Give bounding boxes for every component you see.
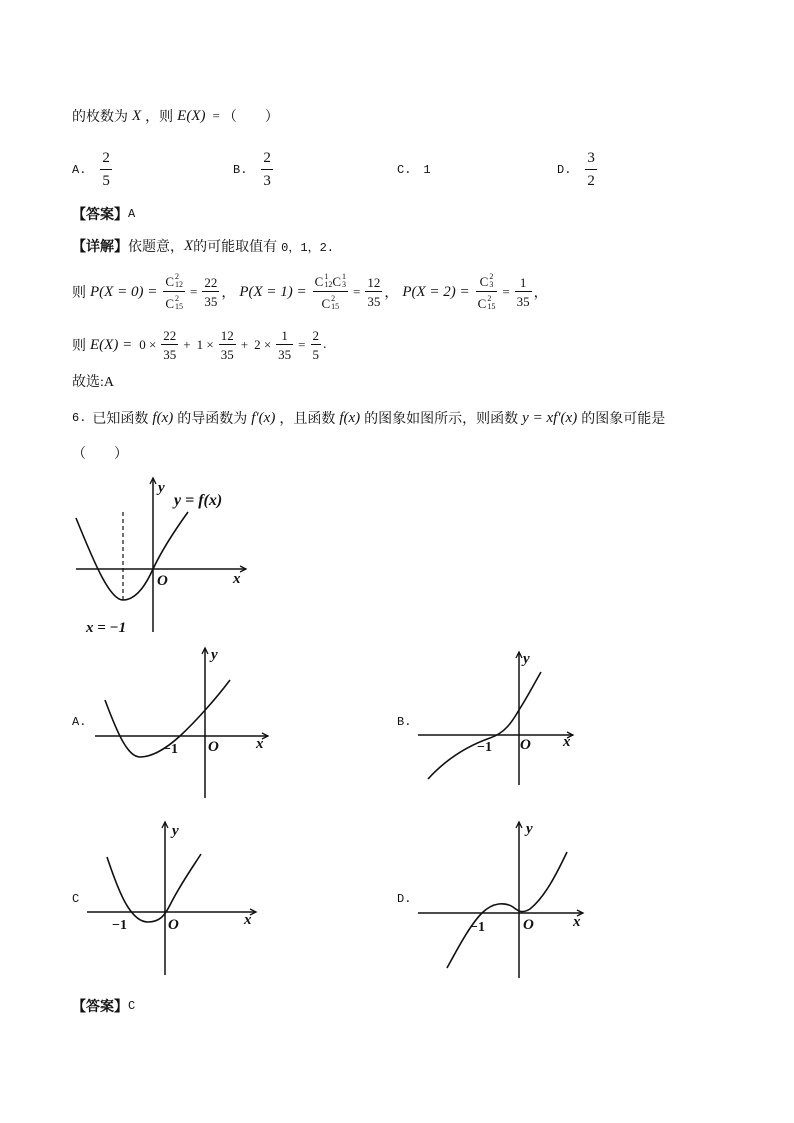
x-axis-label: x: [563, 734, 571, 750]
q5-answer-line: [72, 204, 135, 224]
fraction-denominator: 35: [202, 291, 219, 308]
graph-option-label-b: B.: [397, 715, 412, 729]
graph-option-a: [90, 643, 275, 803]
detail-tag: 【详解】: [72, 240, 128, 255]
origin-label: O: [168, 917, 179, 933]
term-fraction: [219, 329, 236, 361]
detail-values: 0，1，2.: [281, 240, 334, 255]
fraction-numerator: 2: [102, 150, 110, 166]
p1-combination-fraction: [313, 273, 348, 311]
fraction-numerator: 22: [163, 328, 177, 343]
q5-equals: =: [212, 108, 220, 123]
curve-label: y = f(x): [174, 492, 223, 509]
tick-label: −1: [163, 742, 178, 757]
x-axis-label: x: [233, 571, 241, 587]
fraction-numerator: 1: [519, 275, 527, 290]
q5-expectation-line: [72, 326, 327, 364]
origin-label: O: [523, 917, 534, 933]
q6-stem-line: [72, 406, 665, 430]
equals: =: [189, 284, 198, 299]
expectation-lhs: E(X) =: [90, 336, 133, 353]
fraction-denominator: 35: [161, 344, 178, 361]
answer-value: C: [128, 999, 136, 1013]
p2-lhs: P(X = 2) =: [402, 283, 470, 300]
option-fraction: [261, 151, 273, 189]
y-axis-label: y: [523, 651, 530, 667]
curve-d: [447, 852, 567, 968]
fraction-numerator: 12: [367, 275, 381, 290]
combination: [315, 273, 333, 289]
q5-option-a: [72, 152, 114, 188]
q6-text: 的图象如图所示，则函数: [364, 412, 519, 427]
q6-blank-line: [72, 443, 128, 463]
option-label: A.: [72, 163, 87, 177]
choice-text: 故选:A: [72, 375, 114, 390]
comb-sub: 3: [341, 280, 346, 289]
p1-result-fraction: [365, 276, 382, 308]
tick-label: −1: [112, 918, 127, 933]
term-coefficient: 0 ×: [139, 337, 157, 352]
fraction-denominator: 35: [515, 291, 532, 308]
combination: [478, 295, 496, 311]
curve-b: [428, 672, 541, 779]
q5-stem-mid: ，则: [145, 110, 174, 125]
comb-sub: 15: [331, 302, 340, 311]
answer-tag: 【答案】: [72, 1000, 128, 1015]
figure-f-graph: [70, 470, 255, 640]
lead-text: 则: [72, 339, 86, 354]
detail-variable: X: [184, 237, 194, 254]
q5-option-b: [233, 152, 275, 188]
equals: =: [352, 284, 361, 299]
fraction-denominator: 35: [365, 291, 382, 308]
combination: [321, 295, 339, 311]
fraction-denominator: 3: [261, 169, 273, 189]
fraction-numerator: 2: [263, 150, 271, 166]
graph-option-label-d: D.: [397, 892, 412, 906]
q5-option-c: [397, 152, 431, 188]
comb-sup: 2: [489, 272, 494, 281]
q5-probability-line: [72, 273, 548, 311]
comb-base: C: [477, 295, 487, 311]
comb-base: C: [165, 295, 174, 311]
graph-option-b: [413, 647, 583, 792]
comb-sup: 1: [341, 272, 346, 281]
p2-result-fraction: [515, 276, 532, 308]
term-fraction: [161, 329, 178, 361]
comb-sub: 15: [487, 302, 496, 311]
comb-sub: 15: [174, 302, 183, 311]
q5-variable: X: [132, 107, 142, 124]
combination: [165, 273, 183, 289]
comb-base: C: [479, 273, 489, 289]
graph-option-c: [82, 817, 262, 979]
fraction-denominator: 2: [585, 169, 597, 189]
comb-sub: 3: [489, 280, 494, 289]
fraction-denominator: 35: [219, 344, 236, 361]
origin-label: O: [208, 739, 219, 755]
term-coefficient: 2 ×: [254, 337, 272, 352]
operator: +: [183, 337, 191, 352]
separator: ，: [533, 286, 548, 301]
graph-option-label-c: C: [72, 892, 80, 906]
fraction-numerator: 12: [220, 328, 234, 343]
comb-indices: [487, 295, 495, 311]
term-coefficient: 1 ×: [196, 337, 214, 352]
comb-base: C: [321, 295, 331, 311]
q6-text: 的导函数为: [177, 412, 248, 427]
fraction-denominator: [163, 291, 185, 311]
equals: =: [502, 284, 510, 299]
option-value: 1: [423, 163, 431, 177]
q6-text: ，且函数: [279, 412, 336, 427]
q6-math: f(x): [339, 409, 361, 426]
comb-indices: [324, 273, 332, 289]
q5-stem-line: [72, 104, 279, 128]
comb-indices: [175, 295, 183, 311]
fraction-numerator: 1: [281, 328, 288, 343]
fraction-numerator: 22: [204, 275, 218, 290]
combination: [480, 273, 494, 289]
dashed-line-label: x = −1: [86, 620, 127, 636]
origin-label: O: [157, 573, 168, 589]
term-fraction: [276, 329, 293, 361]
p0-combination-fraction: [163, 273, 185, 311]
option-label: D.: [557, 163, 572, 177]
fraction-denominator: [476, 291, 498, 311]
q6-math: f(x): [152, 409, 174, 426]
q6-answer-line: [72, 996, 135, 1016]
p0-result-fraction: [202, 276, 219, 308]
comb-sup: 1: [324, 272, 329, 281]
comb-sup: 2: [331, 294, 336, 303]
result-fraction: [311, 329, 322, 361]
tick-label: −1: [477, 740, 492, 755]
option-label: B.: [233, 163, 248, 177]
x-axis-label: x: [244, 912, 252, 928]
combination: [165, 295, 183, 311]
fraction-numerator: [313, 273, 348, 291]
answer-value: A: [128, 207, 136, 221]
period: .: [323, 337, 327, 352]
q6-math: y = xf′(x): [522, 409, 578, 426]
fraction-denominator: 35: [276, 344, 293, 361]
graph-option-label-a: A.: [72, 715, 87, 729]
detail-text: 依题意，: [128, 240, 184, 255]
comb-indices: [342, 273, 346, 289]
x-axis-label: x: [573, 914, 581, 930]
q6-text: 已知函数: [92, 412, 149, 427]
comb-sup: 2: [174, 294, 179, 303]
x-axis-label: x: [256, 736, 264, 752]
comb-base: C: [332, 273, 341, 289]
operator: +: [240, 337, 249, 352]
detail-text-2: 的可能取值有: [193, 240, 278, 255]
comb-indices: [175, 273, 183, 289]
y-axis-label: y: [211, 647, 218, 663]
option-fraction: [585, 151, 597, 189]
comb-base: C: [165, 273, 174, 289]
y-axis-label: y: [158, 480, 165, 496]
answer-tag: 【答案】: [72, 208, 128, 223]
curve-f: [76, 512, 188, 600]
question-number: 6.: [72, 411, 87, 425]
lead-text: 则: [72, 286, 86, 301]
p2-combination-fraction: [476, 273, 498, 311]
graph-option-d: [413, 817, 588, 983]
comb-sub: 12: [174, 280, 183, 289]
option-label: C.: [397, 163, 412, 177]
comb-base: C: [314, 273, 324, 289]
y-axis-label: y: [526, 821, 533, 837]
option-fraction: [100, 151, 112, 189]
fraction-denominator: 5: [311, 344, 322, 361]
fraction-denominator: [313, 291, 348, 311]
operator: =: [298, 337, 306, 352]
q5-detail-line: [72, 236, 334, 256]
fraction-numerator: 2: [312, 328, 319, 343]
comb-indices: [489, 273, 493, 289]
origin-label: O: [520, 737, 531, 753]
q5-answer-blank: （ ）: [222, 110, 279, 125]
comb-sup: 2: [487, 294, 492, 303]
fraction-numerator: [163, 273, 185, 291]
q6-math: f′(x): [251, 409, 276, 426]
tick-label: −1: [470, 920, 485, 935]
q6-answer-blank: （ ）: [72, 447, 128, 462]
q5-expectation: E(X): [177, 107, 206, 124]
q5-option-d: [557, 152, 599, 188]
fraction-numerator: 3: [587, 150, 595, 166]
fraction-numerator: [476, 273, 498, 291]
separator: ，: [221, 286, 236, 301]
p0-lhs: P(X = 0) =: [90, 283, 158, 300]
p1-lhs: P(X = 1) =: [239, 283, 307, 300]
q5-choice-line: [72, 371, 114, 391]
comb-sub: 12: [324, 280, 333, 289]
combination: [332, 273, 346, 289]
q6-text: 的图象可能是: [581, 412, 666, 427]
y-axis-label: y: [172, 823, 179, 839]
fraction-denominator: 5: [100, 169, 112, 189]
q5-stem-prefix: 的枚数为: [72, 110, 128, 125]
comb-indices: [331, 295, 339, 311]
comb-sup: 2: [174, 272, 179, 281]
separator: ，: [384, 286, 399, 301]
